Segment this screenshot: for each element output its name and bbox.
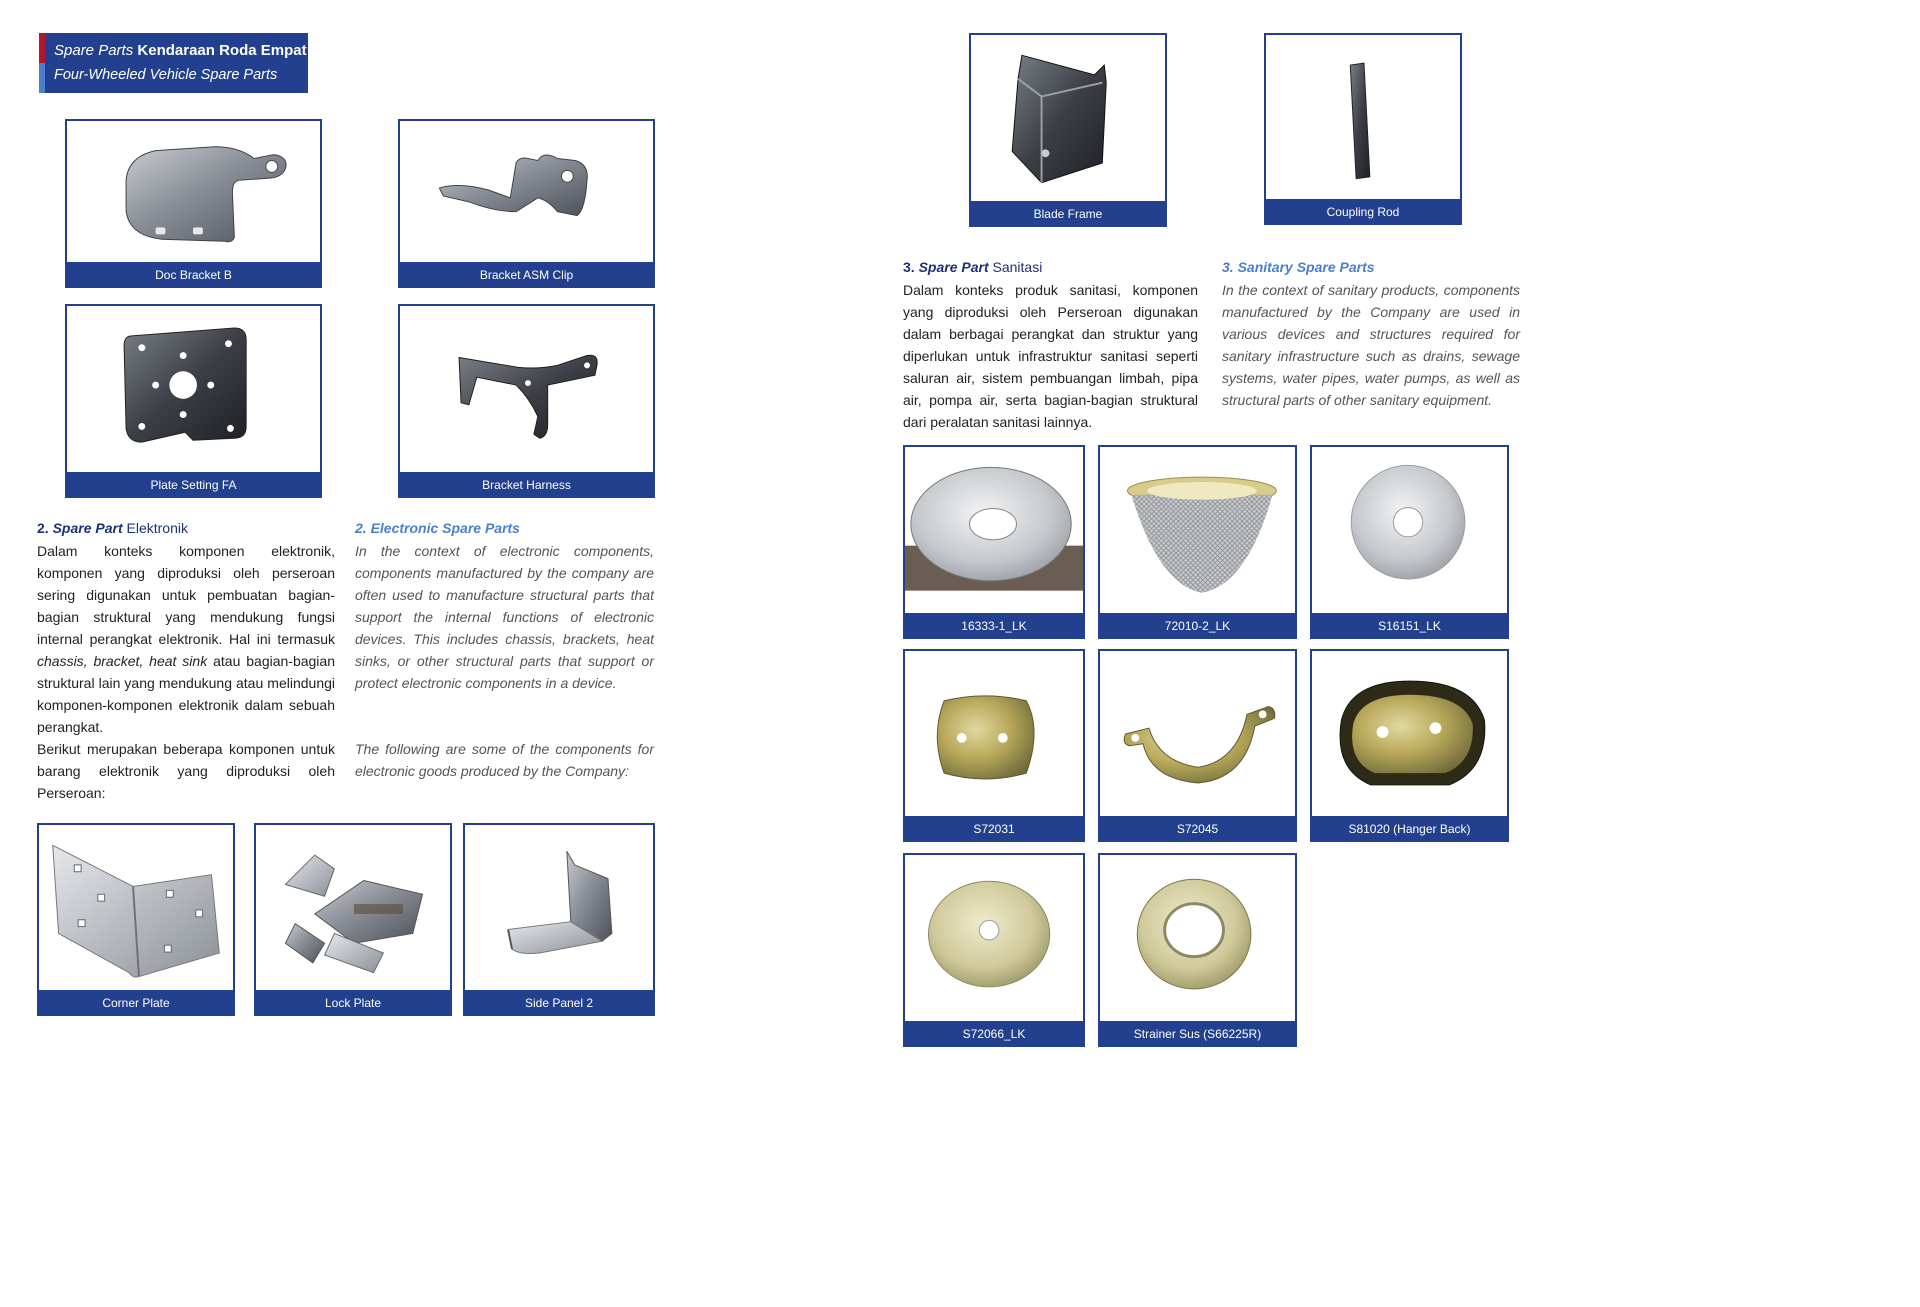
sanitary-heading-en: 3. Sanitary Spare Parts — [1222, 259, 1375, 275]
washer-s16151-image — [1312, 447, 1507, 613]
electronic-para1-en: In the context of electronic components, components manufactured by the company are often used to manufacture structural parts that support the internal functions of electronic devices. This includes chassis, brackets, heat sinks, or other structural parts that support or protect electronic components in a device. — [355, 543, 654, 691]
header-subtitle: Four-Wheeled Vehicle Spare Parts — [54, 67, 278, 83]
electronic-paragraph-en — [355, 540, 654, 782]
product-caption: S72066_LK — [903, 1021, 1085, 1047]
heading-italic: Spare Part — [918, 259, 989, 275]
heading-rest: Elektronik — [126, 520, 188, 536]
electronic-heading-en: 2. Electronic Spare Parts — [355, 520, 520, 536]
product-card-16333-1-lk — [903, 445, 1085, 639]
product-caption: Doc Bracket B — [65, 262, 322, 288]
product-card-72010-2-lk — [1098, 445, 1297, 639]
product-caption: Bracket Harness — [398, 472, 655, 498]
product-card-corner-plate — [37, 823, 235, 1016]
doc-bracket-b-image — [67, 121, 320, 262]
coupling-rod-image — [1266, 35, 1460, 199]
product-caption: 16333-1_LK — [903, 613, 1085, 639]
plate-s72031-image — [905, 651, 1083, 816]
heading-italic: Spare Part — [52, 520, 123, 536]
product-card-bracket-harness — [398, 304, 655, 498]
product-card-blade-frame — [969, 33, 1167, 227]
product-caption: S16151_LK — [1310, 613, 1509, 639]
header-title — [54, 42, 307, 59]
product-card-s72031 — [903, 649, 1085, 842]
heading-number: 3. — [903, 259, 915, 275]
side-panel-2-image — [465, 825, 653, 990]
product-caption: Bracket ASM Clip — [398, 262, 655, 288]
plate-setting-fa-image — [67, 306, 320, 472]
lock-plate-image — [256, 825, 450, 990]
product-caption: S81020 (Hanger Back) — [1310, 816, 1509, 842]
product-card-strainer-sus — [1098, 853, 1297, 1047]
product-caption: Corner Plate — [37, 990, 235, 1016]
product-caption: Lock Plate — [254, 990, 452, 1016]
blade-frame-image — [971, 35, 1165, 201]
washer-16333-image — [905, 447, 1083, 613]
product-caption: Strainer Sus (S66225R) — [1098, 1021, 1297, 1047]
product-card-lock-plate — [254, 823, 452, 1016]
header-title-italic: Spare Parts — [54, 42, 134, 59]
electronic-heading-id — [37, 520, 188, 536]
corner-plate-image — [39, 825, 233, 990]
product-caption: S72031 — [903, 816, 1085, 842]
clamp-s72045-image — [1100, 651, 1295, 816]
bracket-asm-clip-image — [400, 121, 653, 262]
sanitary-paragraph-id: Dalam konteks produk sanitasi, komponen yang diproduksi oleh Perseroan digunakan dalam berbagai perangkat dan struktur yang diperlukan untuk infrastruktur sanitasi seperti saluran air, sistem pembuangan limbah, pipa air, pompa air, serta bagian-bagian struktural dari peralatan sanitasi lainnya. — [903, 282, 1198, 430]
electronic-para1-id: Dalam konteks komponen elektronik, komponen yang diproduksi oleh perseroan sering digunakan untuk pembuatan bagian-bagian struktural yang mendukung fungsi internal perangkat elektronik. Hal ini termasuk chassis, bracket, heat sink atau bagian-bagian struktural lain yang mendukung atau melindungi komponen-komponen elektronik dalam sebuah perangkat. — [37, 543, 335, 735]
washer-s72066-image — [905, 855, 1083, 1021]
product-card-coupling-rod — [1264, 33, 1462, 225]
product-card-plate-setting-fa — [65, 304, 322, 498]
product-caption: Plate Setting FA — [65, 472, 322, 498]
header-title-bold: Kendaraan Roda Empat — [137, 42, 307, 59]
electronic-para2-en: The following are some of the components for electronic goods produced by the Company: — [355, 741, 654, 779]
product-card-s81020 — [1310, 649, 1509, 842]
product-caption: S72045 — [1098, 816, 1297, 842]
product-card-s16151-lk — [1310, 445, 1509, 639]
product-card-s72066-lk — [903, 853, 1085, 1047]
product-caption: 72010-2_LK — [1098, 613, 1297, 639]
strainer-sus-image — [1100, 855, 1295, 1021]
sanitary-heading-id — [903, 259, 1042, 275]
heading-rest: Sanitasi — [992, 259, 1043, 275]
product-card-s72045 — [1098, 649, 1297, 842]
product-card-side-panel-2 — [463, 823, 655, 1016]
bracket-harness-image — [400, 306, 653, 472]
sanitary-paragraph-en: In the context of sanitary products, components manufactured by the Company are used in various devices and structures required for sanitary infrastructure such as drains, sewage systems, water pipes, water pumps, as well as structural parts of other sanitary equipment. — [1222, 282, 1520, 408]
strainer-72010-image — [1100, 447, 1295, 613]
hanger-back-s81020-image — [1312, 651, 1507, 816]
product-caption: Coupling Rod — [1264, 199, 1462, 225]
heading-number: 2. — [37, 520, 49, 536]
header-accent-stripe — [39, 63, 45, 93]
product-caption: Side Panel 2 — [463, 990, 655, 1016]
product-card-bracket-asm-clip — [398, 119, 655, 288]
product-caption: Blade Frame — [969, 201, 1167, 227]
section-header-badge — [39, 33, 308, 93]
product-card-doc-bracket-b — [65, 119, 322, 288]
electronic-paragraph-id — [37, 540, 335, 804]
electronic-para2-id: Berikut merupakan beberapa komponen untuk barang elektronik yang diproduksi oleh Perseroan: — [37, 741, 335, 801]
